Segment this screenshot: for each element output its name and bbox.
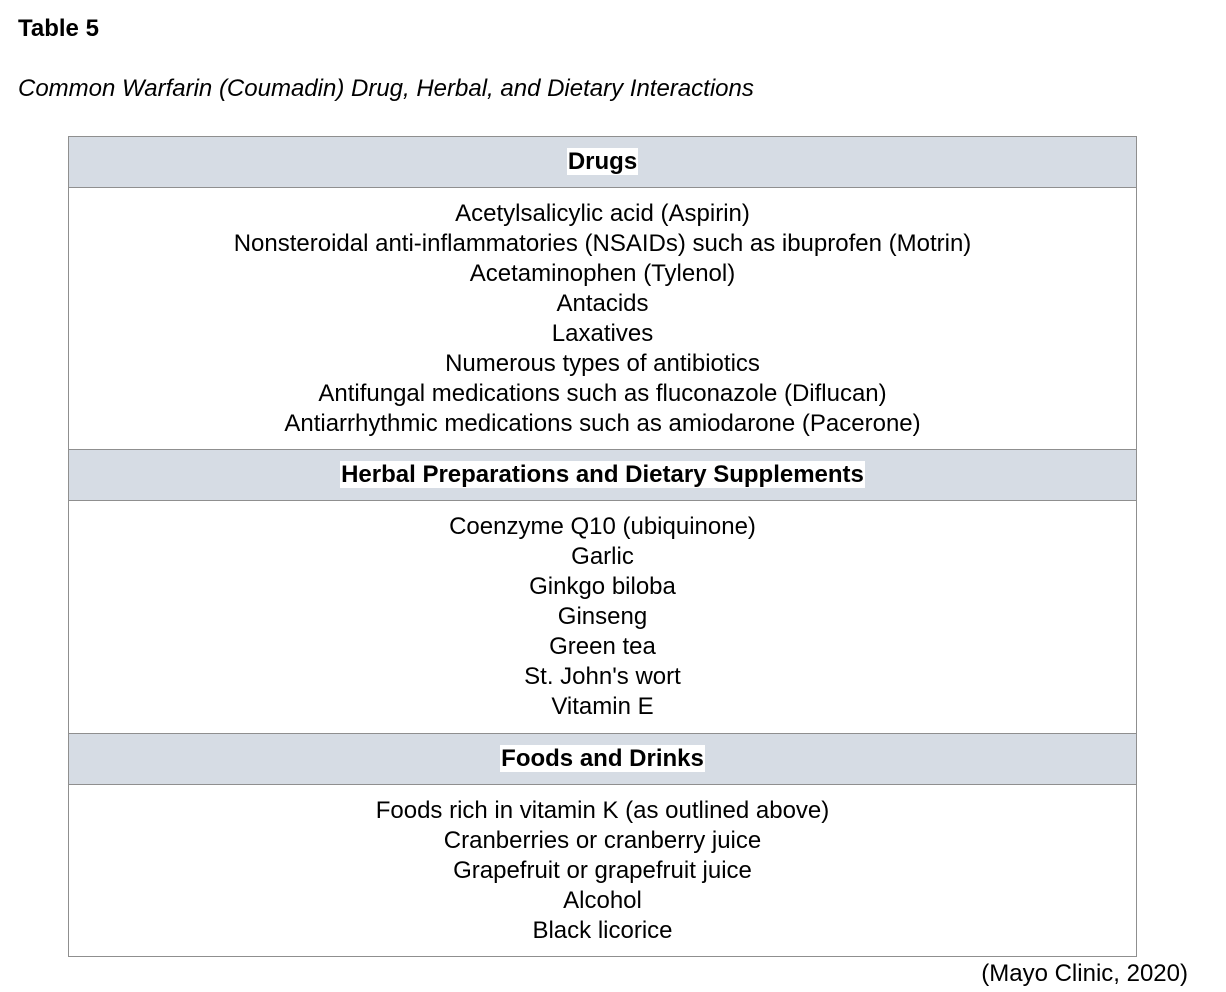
section-header-row-herbal [69,450,1137,501]
table-label: Table 5 [18,15,99,42]
section-body-herbal [69,501,1137,734]
section-body-drugs [69,188,1137,450]
list-item: Vitamin E [551,693,654,720]
section-header-drugs [69,137,1137,188]
list-item: Alcohol [563,886,642,914]
list-item: Antacids [556,289,649,317]
list-item: Nonsteroidal anti-inflammatories (NSAIDs) such as ibuprofen (Motrin) [233,229,972,257]
list-item: Ginseng [557,603,648,630]
list-item: Grapefruit or grapefruit juice [453,856,752,884]
list-item: Garlic [571,543,634,570]
section-body-row-herbal [69,501,1137,734]
section-header-herbal [69,450,1137,501]
list-item: Acetaminophen (Tylenol) [469,259,736,287]
list-item: Laxatives [551,319,654,347]
table-title: Common Warfarin (Coumadin) Drug, Herbal, and Dietary Interactions [18,75,754,102]
section-header-label: Foods and Drinks [501,745,704,772]
section-body-row-drugs [69,188,1137,450]
section-header-row-foods [69,734,1137,785]
list-item: Acetylsalicylic acid (Aspirin) [455,199,750,227]
section-header-foods [69,734,1137,785]
list-item: Black licorice [532,916,673,944]
section-body-row-foods [69,785,1137,957]
list-item: Cranberries or cranberry juice [443,826,762,854]
list-item: Foods rich in vitamin K (as outlined above) [375,796,830,824]
list-item: Green tea [549,633,656,660]
list-item: Ginkgo biloba [529,573,676,600]
section-body-foods [69,785,1137,957]
section-header-label: Drugs [567,148,638,175]
list-item: Antifungal medications such as fluconazole (Diflucan) [318,379,887,407]
section-header-label: Herbal Preparations and Dietary Supplements [341,461,864,488]
list-item: Coenzyme Q10 (ubiquinone) [449,513,756,540]
section-header-row-drugs [69,137,1137,188]
citation: (Mayo Clinic, 2020) [981,960,1188,987]
list-item: Antiarrhythmic medications such as amiodarone (Pacerone) [284,409,921,437]
interactions-table [68,136,1137,957]
list-item: St. John's wort [524,663,681,690]
list-item: Numerous types of antibiotics [445,349,760,377]
